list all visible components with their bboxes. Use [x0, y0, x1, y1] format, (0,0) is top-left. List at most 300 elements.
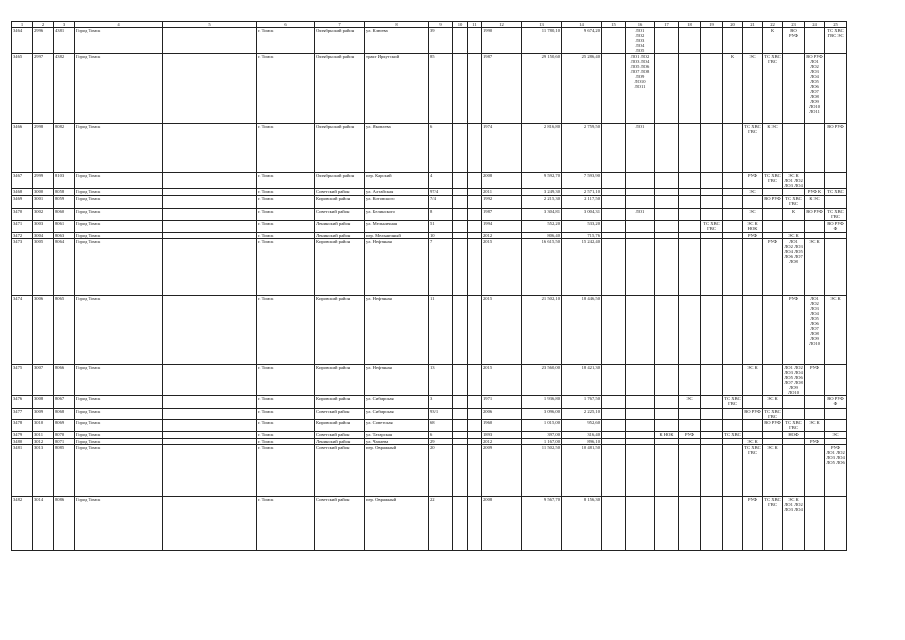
table-cell: 3012 — [33, 439, 54, 445]
column-number: 2 — [33, 22, 54, 28]
table-cell — [763, 221, 783, 233]
table-row — [12, 196, 847, 209]
table-cell — [163, 365, 257, 396]
table-cell: пер. Мельничный — [365, 233, 429, 239]
table-cell — [468, 221, 482, 233]
table-cell — [163, 420, 257, 432]
table-cell: ТС ХВС ГВС — [763, 497, 783, 551]
table-cell: 29 150,60 — [522, 54, 562, 124]
table-cell: ВО РУФ — [763, 420, 783, 432]
table-cell: ТС ХВС — [724, 432, 741, 437]
table-cell: 8058 — [54, 189, 75, 196]
table-cell: ВО РУФ — [805, 209, 825, 221]
table-cell: г. Томск — [257, 189, 315, 196]
table-cell — [468, 196, 482, 209]
table-cell: РУФ — [805, 439, 825, 445]
table-cell: ЭС К — [763, 445, 783, 497]
table-cell: Советский район — [315, 409, 365, 420]
table-cell: г. Томск — [257, 396, 315, 409]
table-cell — [805, 497, 825, 551]
table-row — [12, 296, 847, 365]
table-cell: 3472 — [12, 233, 33, 239]
table-cell — [655, 396, 679, 409]
column-number: 9 — [429, 22, 453, 28]
table-cell: 2015 — [482, 365, 522, 396]
table-cell: ул. Мельничная — [365, 221, 429, 233]
table-cell: 1 015,00 — [522, 420, 562, 432]
table-cell: ВО РУФ — [743, 409, 763, 420]
table-cell — [163, 409, 257, 420]
table-cell: ЭС — [825, 432, 847, 439]
table-cell — [743, 432, 763, 439]
table-cell: 93/1 — [429, 409, 453, 420]
table-cell: 3471 — [12, 221, 33, 233]
table-cell — [626, 221, 655, 233]
table-cell — [602, 173, 626, 189]
table-cell: 3481 — [12, 445, 33, 497]
table-cell — [655, 420, 679, 432]
table-cell: РУФ — [743, 233, 763, 239]
table-cell: 2 117,50 — [562, 196, 602, 209]
table-cell — [805, 28, 825, 54]
table-cell — [602, 28, 626, 54]
table-cell: ул. Клюева — [365, 28, 429, 54]
table-cell: 13 — [429, 365, 453, 396]
table-cell: 7/4 — [429, 196, 453, 209]
table-cell: ул. Сибирская — [365, 409, 429, 420]
table-row — [12, 209, 847, 221]
column-number: 12 — [482, 22, 522, 28]
table-cell: Советский район — [315, 432, 365, 439]
table-cell: 2015 — [482, 239, 522, 296]
table-cell — [679, 28, 701, 54]
table-cell — [701, 28, 723, 54]
table-cell — [468, 296, 482, 365]
table-cell — [655, 189, 679, 196]
table-cell — [723, 409, 743, 420]
table-cell — [805, 124, 825, 173]
table-cell — [626, 296, 655, 365]
table-cell — [602, 445, 626, 497]
table-cell: 4381 — [54, 28, 75, 54]
table-cell: 11 502,50 — [522, 445, 562, 497]
table-cell — [655, 497, 679, 551]
table-cell — [783, 396, 805, 409]
table-row — [12, 445, 847, 497]
table-cell: Город Томск — [75, 233, 163, 239]
table-cell: Город Томск — [75, 365, 163, 396]
table-cell — [453, 445, 468, 497]
table-cell: 3466 — [12, 124, 33, 173]
table-cell: Кировский район — [315, 396, 365, 409]
table-cell — [743, 396, 763, 409]
table-cell: 2012 — [482, 233, 522, 239]
table-cell: г. Томск — [257, 233, 315, 239]
table-cell: ЭС К — [743, 365, 763, 396]
table-cell: 8085 — [54, 445, 75, 497]
table-cell — [679, 445, 701, 497]
table-cell: 1992 — [482, 196, 522, 209]
table-cell: Октябрьский район — [315, 124, 365, 173]
table-cell: г. Томск — [257, 196, 315, 209]
table-cell — [163, 445, 257, 497]
table-cell: 3013 — [33, 445, 54, 497]
table-cell: 16 615,50 — [522, 239, 562, 296]
table-cell: Город Томск — [75, 439, 163, 445]
table-cell — [723, 420, 743, 432]
table-cell: РУФ — [743, 497, 763, 551]
table-cell: 1971 — [482, 396, 522, 409]
table-cell — [679, 54, 701, 124]
table-cell: Город Томск — [75, 432, 163, 439]
table-cell: 21 502,10 — [522, 296, 562, 365]
table-cell: 3467 — [12, 173, 33, 189]
table-cell: К — [723, 54, 743, 124]
table-cell — [163, 221, 257, 233]
table-cell — [655, 173, 679, 189]
table-cell: 1 767,50 — [562, 396, 602, 409]
table-cell: 23 560,00 — [522, 365, 562, 396]
table-cell: 8 — [429, 209, 453, 221]
table-cell — [626, 432, 655, 439]
table-cell — [163, 189, 257, 196]
table-cell: 3006 — [33, 296, 54, 365]
table-cell: К — [783, 209, 805, 221]
table-cell — [679, 173, 701, 189]
table-row — [12, 497, 847, 551]
table-cell: 1974 — [482, 124, 522, 173]
table-cell: Октябрьский район — [315, 173, 365, 189]
table-cell: 4 — [429, 173, 453, 189]
table-cell: Город Томск — [75, 420, 163, 432]
table-cell: 2011 — [482, 189, 522, 196]
table-cell: РУФ — [763, 239, 783, 296]
table-cell — [468, 432, 482, 439]
table-cell: 10 481,50 — [562, 445, 602, 497]
column-number: 25 — [825, 22, 847, 28]
table-cell — [701, 209, 723, 221]
table-cell: 2997 — [33, 54, 54, 124]
table-cell: 896,10 — [562, 439, 602, 445]
table-cell: 8064 — [54, 239, 75, 296]
table-cell — [805, 432, 825, 439]
table-cell — [468, 445, 482, 497]
table-cell — [163, 124, 257, 173]
table-cell: 533,20 — [562, 221, 602, 233]
table-cell — [602, 365, 626, 396]
table-cell: г. Томск — [257, 28, 315, 54]
table-cell: Город Томск — [75, 409, 163, 420]
table-cell: 2 225,10 — [562, 409, 602, 420]
column-number: 23 — [783, 22, 805, 28]
table-cell — [602, 239, 626, 296]
table-row — [12, 420, 847, 432]
table-cell: 2008 — [482, 173, 522, 189]
table-cell: 2006 — [482, 409, 522, 420]
table-cell — [468, 189, 482, 196]
table-cell: 1994 — [482, 221, 522, 233]
table-cell: 3479 — [12, 432, 33, 439]
table-cell: 11 — [429, 296, 453, 365]
table-cell: ЭС — [743, 209, 763, 221]
table-cell: Город Томск — [75, 196, 163, 209]
column-number: 21 — [743, 22, 763, 28]
table-cell: 2 816,80 — [522, 124, 562, 173]
table-cell: 8065 — [54, 296, 75, 365]
table-cell: Город Томск — [75, 54, 163, 124]
table-cell: Город Томск — [75, 124, 163, 173]
table-cell: 8068 — [54, 409, 75, 420]
table-cell: К НОК — [655, 432, 679, 439]
table-cell: 8071 — [54, 439, 75, 445]
table-cell: Советский район — [315, 497, 365, 551]
table-cell: ТС ХВС ГВС ЭС — [825, 28, 847, 54]
table-cell: 806,40 — [522, 233, 562, 239]
table-cell: 3480 — [12, 439, 33, 445]
table-cell — [701, 296, 723, 365]
table-cell: г. Томск — [257, 432, 315, 439]
table-cell — [805, 396, 825, 409]
table-cell: 9 592,70 — [522, 173, 562, 189]
table-row — [12, 409, 847, 420]
table-cell: К ЭС — [763, 124, 783, 173]
table-cell: ТС ХВС ГВС — [783, 196, 805, 209]
table-cell — [679, 189, 701, 196]
table-cell — [626, 365, 655, 396]
table-cell — [163, 173, 257, 189]
register-table — [11, 21, 847, 551]
table-cell: 8082 — [54, 124, 75, 173]
table-cell: ул. Котовского — [365, 196, 429, 209]
table-cell: 3001 — [33, 196, 54, 209]
table-cell — [626, 409, 655, 420]
table-cell — [723, 497, 743, 551]
table-cell — [468, 497, 482, 551]
table-cell: 7 — [429, 239, 453, 296]
table-row — [12, 173, 847, 189]
table-cell: 316,40 — [562, 432, 602, 439]
table-cell: Кировский район — [315, 239, 365, 296]
table-cell: 2996 — [33, 28, 54, 54]
column-number: 8 — [365, 22, 429, 28]
table-cell — [655, 365, 679, 396]
table-cell — [602, 209, 626, 221]
table-cell — [743, 28, 763, 54]
table-cell — [602, 221, 626, 233]
table-cell: Город Томск — [75, 497, 163, 551]
table-cell: 3007 — [33, 365, 54, 396]
table-row — [12, 396, 847, 409]
table-cell: 4382 — [54, 54, 75, 124]
table-cell: ТС ХВС ГВС — [723, 396, 743, 409]
table-cell — [679, 409, 701, 420]
table-cell: 8086 — [54, 497, 75, 551]
table-cell: г. Томск — [257, 420, 315, 432]
table-cell: К ЭС — [805, 196, 825, 209]
table-cell: 3011 — [33, 432, 54, 439]
table-cell: 2999 — [33, 173, 54, 189]
table-row — [12, 239, 847, 296]
table-cell: 3465 — [12, 54, 33, 124]
table-cell: ТС ХВС ГВС — [763, 54, 783, 124]
table-cell: 1987 — [482, 54, 522, 124]
column-number: 7 — [315, 22, 365, 28]
column-number: 24 — [805, 22, 825, 28]
table-cell: 20 — [429, 445, 453, 497]
table-cell: ул. Яковлева — [365, 124, 429, 173]
table-cell — [468, 28, 482, 54]
table-cell — [763, 296, 783, 365]
table-cell — [453, 124, 468, 173]
table-cell: ЛО1 — [626, 124, 655, 173]
table-cell — [655, 28, 679, 54]
table-cell: РУФ — [783, 296, 805, 365]
table-row — [12, 221, 847, 233]
table-cell: 2008 — [482, 497, 522, 551]
table-cell: ВО РУФ Ф — [825, 221, 847, 233]
column-number: 6 — [257, 22, 315, 28]
table-cell — [453, 296, 468, 365]
table-cell — [468, 239, 482, 296]
table-cell — [468, 54, 482, 124]
table-row — [12, 54, 847, 124]
table-cell: 6 — [429, 432, 453, 439]
table-cell — [723, 173, 743, 189]
column-number: 20 — [723, 22, 743, 28]
table-cell: 3 — [429, 396, 453, 409]
table-cell: тракт Иркутский — [365, 54, 429, 124]
table-cell: 3005 — [33, 239, 54, 296]
table-cell: ул. Нефтяная — [365, 296, 429, 365]
table-cell: ЭС К — [743, 439, 763, 445]
table-cell — [655, 221, 679, 233]
table-cell — [453, 28, 468, 54]
table-cell — [468, 173, 482, 189]
table-cell: 1 167,00 — [522, 439, 562, 445]
table-cell: ул. Сибирская — [365, 396, 429, 409]
table-cell: 3474 — [12, 296, 33, 365]
table-cell — [701, 497, 723, 551]
table-cell: 9 567,70 — [522, 497, 562, 551]
table-cell: 3 304,81 — [522, 209, 562, 221]
table-cell: ВО РУФ — [783, 28, 805, 54]
table-cell: Советский район — [315, 209, 365, 221]
table-cell — [701, 365, 723, 396]
table-cell — [626, 196, 655, 209]
table-cell: 3010 — [33, 420, 54, 432]
table-cell — [679, 221, 701, 233]
table-cell: ЭС К ЛО1 ЛО2 ЛО3 ЛО4 — [784, 173, 803, 188]
table-cell: 9 674,20 — [562, 28, 602, 54]
table-cell — [453, 173, 468, 189]
table-cell — [679, 196, 701, 209]
table-cell — [602, 296, 626, 365]
table-cell: Город Томск — [75, 296, 163, 365]
table-cell: Кировский район — [315, 296, 365, 365]
table-cell — [602, 54, 626, 124]
table-cell — [783, 54, 805, 124]
column-number: 10 — [453, 22, 468, 28]
table-cell — [655, 409, 679, 420]
table-cell: 8 156,30 — [562, 497, 602, 551]
table-cell: 2015 — [482, 296, 522, 365]
table-cell — [453, 396, 468, 409]
table-cell — [453, 409, 468, 420]
table-cell: РУФ К — [805, 189, 825, 196]
table-cell: НОФ — [783, 432, 805, 439]
table-cell: Город Томск — [75, 396, 163, 409]
table-cell: 3002 — [33, 209, 54, 221]
table-cell — [825, 196, 847, 209]
table-cell — [701, 189, 723, 196]
table-cell — [701, 409, 723, 420]
table-cell: 1990 — [482, 28, 522, 54]
table-cell — [679, 365, 701, 396]
table-cell: ЛО1 ЛО2 ЛО3 ЛО4 ЛО5 ЛО6 ЛО7 ЛО8 ЛО9 ЛО10 ЛО11 — [626, 54, 655, 124]
table-cell: ул. Чапаева — [365, 439, 429, 445]
table-cell — [626, 189, 655, 196]
table-cell: ЭС К — [763, 396, 783, 409]
table-cell: 39 — [429, 28, 453, 54]
table-cell: 2 759,50 — [562, 124, 602, 173]
column-number: 5 — [163, 22, 257, 28]
table-cell: г. Томск — [257, 439, 315, 445]
table-cell: ул. Советская — [365, 420, 429, 432]
table-cell — [805, 409, 825, 420]
table-cell: 7 593,90 — [562, 173, 602, 189]
table-cell — [763, 432, 783, 439]
table-cell: 2 215,30 — [522, 196, 562, 209]
table-cell — [679, 420, 701, 432]
table-cell — [163, 28, 257, 54]
table-cell — [468, 409, 482, 420]
table-cell: Советский район — [315, 189, 365, 196]
table-cell: г. Томск — [257, 221, 315, 233]
table-cell: 3009 — [33, 409, 54, 420]
table-cell: Ленинский район — [315, 439, 365, 445]
table-cell — [453, 420, 468, 432]
table-cell: 2012 — [482, 439, 522, 445]
table-cell: г. Томск — [257, 173, 315, 189]
table-cell — [679, 209, 701, 221]
table-cell — [701, 420, 723, 432]
table-cell: Город Томск — [75, 173, 163, 189]
table-cell: 8059 — [54, 196, 75, 209]
table-cell — [163, 396, 257, 409]
table-cell: 3008 — [33, 396, 54, 409]
table-cell: ЛО1 — [626, 209, 655, 221]
table-cell — [453, 54, 468, 124]
table-cell — [723, 239, 743, 296]
column-number: 17 — [655, 22, 679, 28]
table-cell: ТС ХВС ГВС — [743, 445, 763, 497]
table-cell: ул. Нефтяная — [365, 365, 429, 396]
table-cell — [602, 497, 626, 551]
table-cell: 552,20 — [522, 221, 562, 233]
table-cell — [468, 124, 482, 173]
table-cell: 3478 — [12, 420, 33, 432]
table-cell: Кировский район — [315, 420, 365, 432]
table-cell: 397,00 — [522, 432, 562, 439]
table-cell: 51 — [429, 221, 453, 233]
table-cell — [163, 239, 257, 296]
table-cell — [805, 173, 825, 189]
table-cell — [655, 296, 679, 365]
table-cell: ЭС — [743, 54, 763, 124]
table-cell: Город Томск — [75, 28, 163, 54]
table-row — [12, 432, 847, 439]
table-cell — [626, 239, 655, 296]
